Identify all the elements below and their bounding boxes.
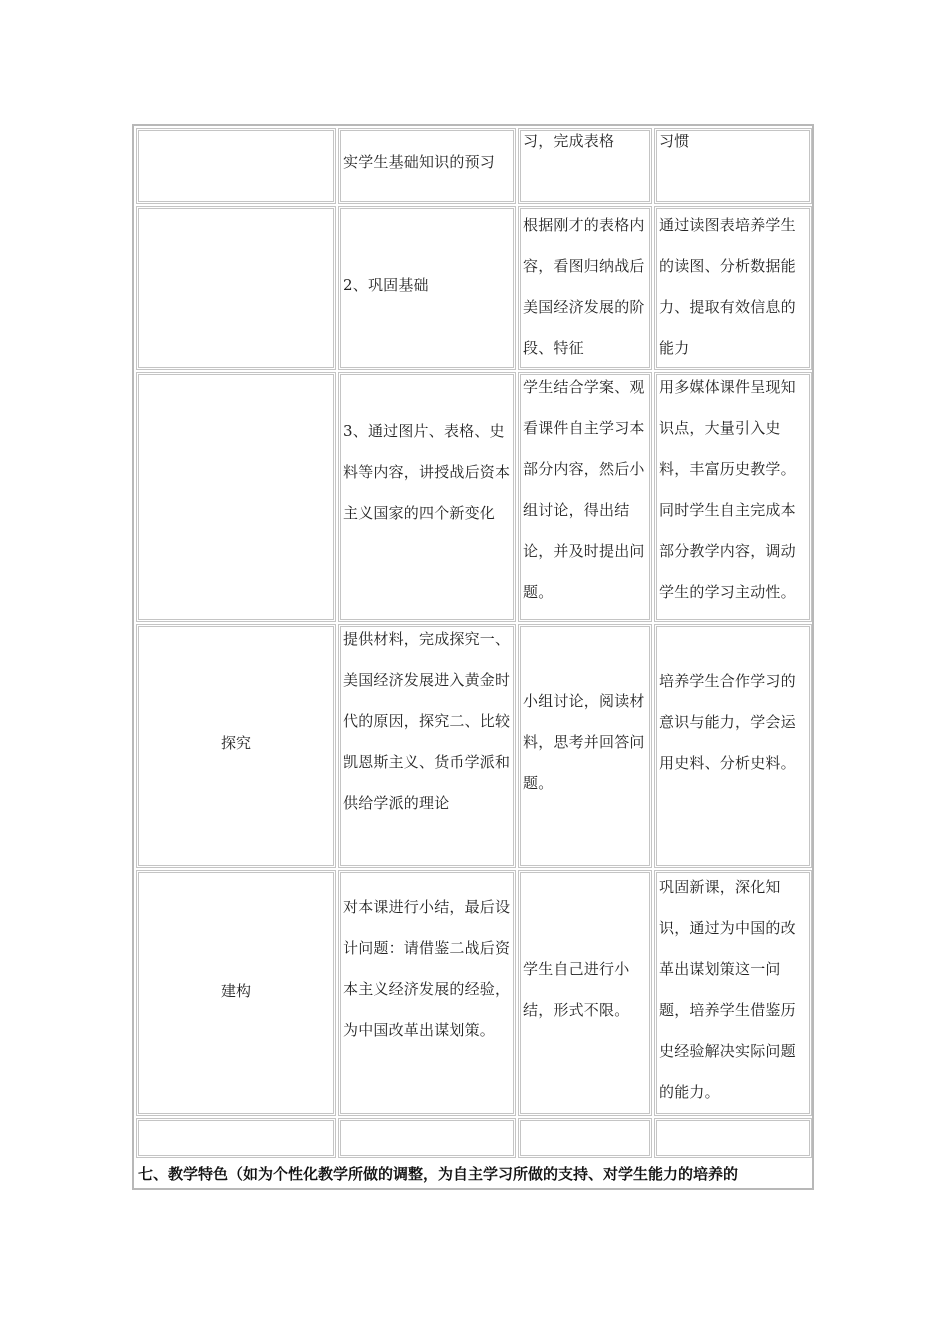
table-cell-intent xyxy=(654,206,812,370)
teacher-activity-text: 2、巩固基础 xyxy=(343,276,429,294)
design-intent-text: 巩固新课，深化知识，通过为中国的改革出谋划策这一问题，培养学生借鉴历史经验解决实际问题的能力。 xyxy=(659,878,796,1101)
student-activity-text: 小组讨论，阅读材料，思考并回答问题。 xyxy=(523,692,645,792)
table-cell-student xyxy=(518,128,652,204)
teacher-activity-text: 对本课进行小结，最后设计问题：请借鉴二战后资本主义经济发展的经验，为中国改革出谋划策。 xyxy=(343,898,511,1039)
table-cell-intent xyxy=(654,870,812,1116)
teacher-activity-text: 提供材料，完成探究一、美国经济发展进入黄金时代的原因，探究二、比较凯恩斯主义、货币学派和供给学派的理论 xyxy=(343,630,511,812)
design-intent-text: 习惯 xyxy=(659,132,690,150)
table-cell-teacher xyxy=(338,870,516,1116)
table-cell-student xyxy=(518,206,652,370)
student-activity-text: 学生自己进行小结，形式不限。 xyxy=(523,960,630,1019)
table-cell-stage xyxy=(136,624,336,868)
student-activity-text: 根据刚才的表格内容，看图归纳战后美国经济发展的阶段、特征 xyxy=(523,216,645,357)
table-cell-student xyxy=(518,870,652,1116)
section-heading: 七、教学特色（如为个性化教学所做的调整，为自主学习所做的支持、对学生能力的培养的 xyxy=(138,1165,739,1183)
table-cell-intent xyxy=(654,624,812,868)
teacher-activity-text: 3、通过图片、表格、史料等内容，讲授战后资本主义国家的四个新变化 xyxy=(343,422,511,522)
table-cell-intent xyxy=(654,1118,812,1158)
table-cell-stage xyxy=(136,206,336,370)
table-cell-teacher xyxy=(338,624,516,868)
table-cell-stage xyxy=(136,870,336,1116)
table-cell-teacher xyxy=(338,1118,516,1158)
table-cell-teacher xyxy=(338,128,516,204)
design-intent-text: 培养学生合作学习的意识与能力，学会运用史料、分析史料。 xyxy=(659,672,796,772)
teacher-activity-text: 实学生基础知识的预习 xyxy=(343,153,496,171)
table-cell-stage xyxy=(136,1118,336,1158)
table-cell-teacher xyxy=(338,206,516,370)
table-cell-student xyxy=(518,372,652,622)
table-cell-intent xyxy=(654,372,812,622)
table-cell-stage xyxy=(136,128,336,204)
lesson-plan-table xyxy=(132,124,814,1190)
table-cell-student xyxy=(518,624,652,868)
design-intent-text: 用多媒体课件呈现知识点，大量引入史料，丰富历史教学。同时学生自主完成本部分教学内容，调动学生的学习主动性。 xyxy=(659,378,796,601)
table-cell-intent xyxy=(654,128,812,204)
table-cell-student xyxy=(518,1118,652,1158)
stage-label: 探究 xyxy=(220,734,251,752)
student-activity-text: 习，完成表格 xyxy=(523,132,615,150)
table-cell-stage xyxy=(136,372,336,622)
table-cell-teacher xyxy=(338,372,516,622)
design-intent-text: 通过读图表培养学生的读图、分析数据能力、提取有效信息的能力 xyxy=(659,216,796,357)
stage-label: 建构 xyxy=(220,982,251,1000)
student-activity-text: 学生结合学案、观看课件自主学习本部分内容，然后小组讨论，得出结论，并及时提出问题。 xyxy=(523,378,645,601)
section-heading-row xyxy=(132,1160,814,1190)
